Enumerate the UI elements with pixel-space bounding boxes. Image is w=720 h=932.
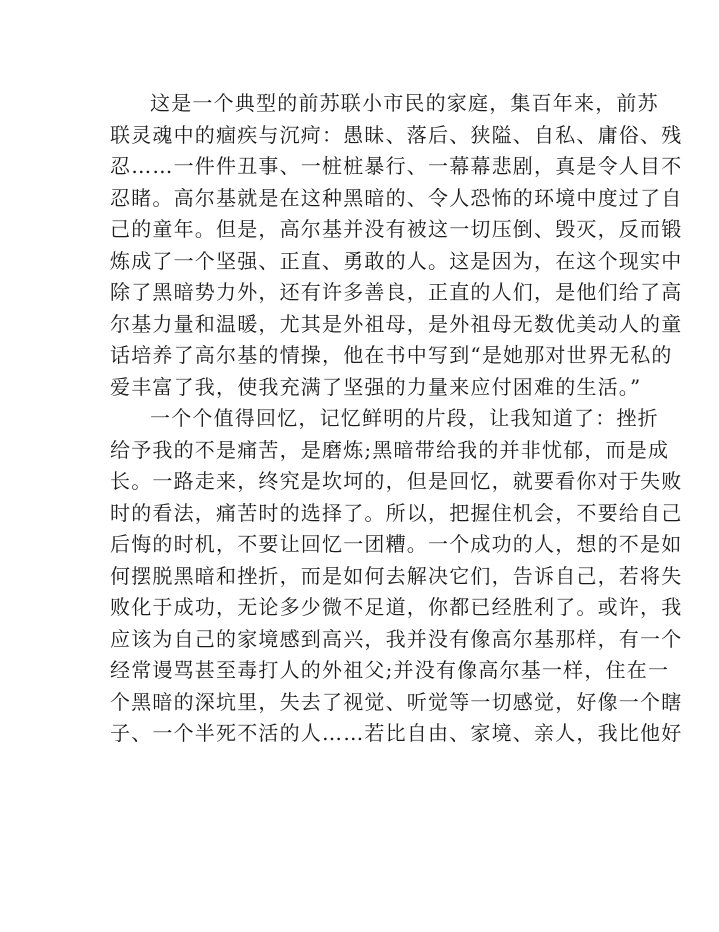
paragraph-line: 个黑暗的深坑里，失去了视觉、听觉等一切感觉，好像一个瞎 <box>110 689 683 714</box>
paragraph-line: 长。一路走来，终究是坎坷的，但是回忆，就要看你对于失败 <box>110 469 683 493</box>
paragraph-line: 子、一个半死不活的人……若比自由、家境、亲人，我比他好 <box>110 721 683 745</box>
paragraph-2 <box>110 403 683 750</box>
paragraph-line: 尔基力量和温暖，尤其是外祖母，是外祖母无数优美动人的童 <box>110 311 683 336</box>
document-body <box>110 88 683 750</box>
paragraph-line: 忍……一件件丑事、一桩桩暴行、一幕幕悲剧，真是令人目不 <box>110 154 683 178</box>
paragraph-line: 忍睹。高尔基就是在这种黑暗的、令人恐怖的环境中度过了自 <box>110 185 683 210</box>
paragraph-line: 炼成了一个坚强、正直、勇敢的人。这是因为，在这个现实中 <box>110 248 683 273</box>
paragraph-line: 经常谩骂甚至毒打人的外祖父;并没有像高尔基一样，住在一 <box>110 658 670 682</box>
paragraph-line: 应该为自己的家境感到高兴，我并没有像高尔基那样，有一个 <box>110 626 683 651</box>
paragraph-line: 一个个值得回忆，记忆鲜明的片段，让我知道了：挫折 <box>150 406 659 430</box>
paragraph-line: 这是一个典型的前苏联小市民的家庭，集百年来，前苏 <box>150 91 659 115</box>
paragraph-line: 除了黑暗势力外，还有许多善良，正直的人们，是他们给了高 <box>110 280 683 304</box>
paragraph-line: 己的童年。但是，高尔基并没有被这一切压倒、毁灭，反而锻 <box>110 217 683 241</box>
paragraph-line: 后悔的时机，不要让回忆一团糟。一个成功的人，想的不是如 <box>110 532 683 556</box>
paragraph-line: 败化于成功，无论多少微不足道，你都已经胜利了。或许，我 <box>110 595 683 619</box>
paragraph-1 <box>110 88 683 403</box>
paragraph-line: 何摆脱黑暗和挫折，而是如何去解决它们，告诉自己，若将失 <box>110 563 683 588</box>
paragraph-line: 时的看法，痛苦时的选择了。所以，把握住机会，不要给自己 <box>110 500 683 525</box>
paragraph-line: 爱丰富了我，使我充满了坚强的力量来应付困难的生活。” <box>110 374 642 399</box>
paragraph-line: 联灵魂中的痼疾与沉疴：愚昧、落后、狭隘、自私、庸俗、残 <box>110 122 683 147</box>
paragraph-line: 给予我的不是痛苦，是磨炼;黑暗带给我的并非忧郁，而是成 <box>110 437 670 462</box>
paragraph-line: 话培养了高尔基的情操，他在书中写到“是她那对世界无私的 <box>110 343 673 367</box>
